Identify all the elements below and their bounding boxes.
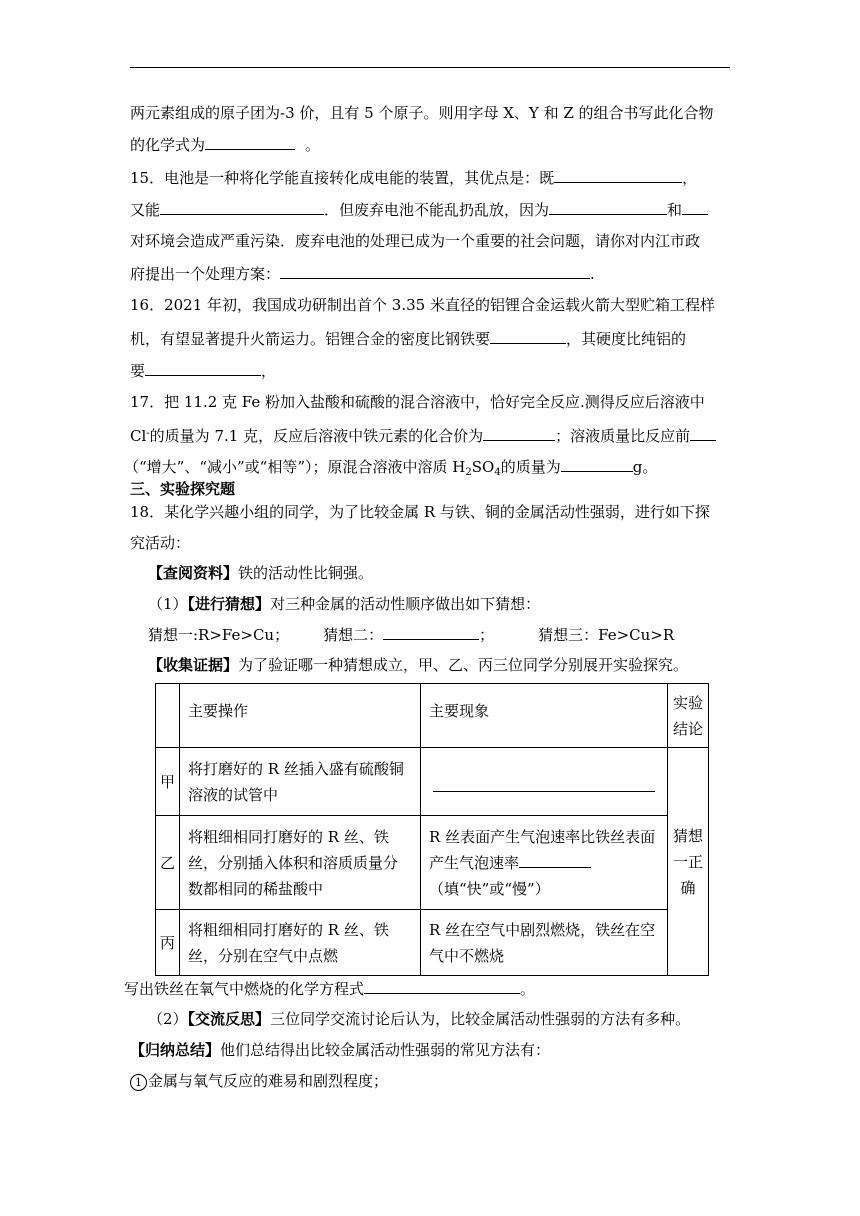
q15-line1: 15．电池是一种将化学能直接转化成电能的装置，其优点是：既 ， bbox=[130, 166, 697, 189]
answer-blank[interactable] bbox=[554, 166, 682, 183]
table-row bbox=[156, 910, 709, 976]
answer-blank[interactable] bbox=[561, 455, 633, 472]
operation-cell: 将打磨好的 R 丝插入盛有硫酸铜溶液的试管中 bbox=[180, 748, 421, 816]
phenomenon-cell[interactable] bbox=[421, 748, 668, 816]
operation-cell: 将粗细相同打磨好的 R 丝、铁丝，分别在空气中点燃 bbox=[180, 910, 421, 976]
q17-line2: Cl-的质量为 7.1 克，反应后溶液中铁元素的化合价为 ；溶液质量比反应前 bbox=[130, 423, 716, 447]
answer-blank[interactable] bbox=[690, 424, 716, 441]
q16-line2: 机，有望显著提升火箭运力。铝锂合金的密度比钢铁要 ，其硬度比纯铝的 bbox=[130, 327, 686, 350]
answer-blank[interactable] bbox=[433, 771, 655, 792]
conclusion-cell: 猜想一正确 bbox=[668, 748, 709, 976]
q18-evidence: 【收集证据】为了验证哪一种猜想成立，甲、乙、丙三位同学分别展开实验探究。 bbox=[148, 656, 689, 674]
q17-line1: 17．把 11.2 克 Fe 粉加入盐酸和硫酸的混合溶液中，恰好完全反应.测得反应后溶液中 bbox=[130, 393, 705, 411]
q18-reflection: （2）【交流反思】三位同学交流讨论后认为，比较金属活动性强弱的方法有多种。 bbox=[148, 1010, 691, 1028]
q18-guess-intro: （1）【进行猜想】对三种金属的活动性顺序做出如下猜想： bbox=[148, 595, 541, 613]
table-row bbox=[156, 748, 709, 816]
q18-equation: 写出铁丝在氧气中燃烧的化学方程式 。 bbox=[124, 977, 535, 1000]
circled-number: 1 bbox=[130, 1074, 147, 1091]
row-label: 乙 bbox=[156, 816, 180, 910]
answer-blank[interactable] bbox=[519, 851, 591, 868]
row-label: 甲 bbox=[156, 748, 180, 816]
header-rule bbox=[130, 67, 730, 68]
operation-cell: 将粗细相同打磨好的 R 丝、铁丝，分别插入体积和溶质质量分数都相同的稀盐酸中 bbox=[180, 816, 421, 910]
answer-blank[interactable] bbox=[549, 198, 667, 215]
q18-method-1: 1 金属与氧气反应的难易和剧烈程度； bbox=[130, 1070, 388, 1092]
q14-line2: 的化学式为 。 bbox=[130, 133, 320, 156]
answer-blank[interactable] bbox=[364, 977, 520, 994]
phenomenon-cell: R 丝表面产生气泡速率比铁丝表面产生气泡速率（填“快”或“慢”） bbox=[421, 816, 668, 910]
q16-line1: 16．2021 年初，我国成功研制出首个 3.35 米直径的铝锂合金运载火箭大型贮箱工程样 bbox=[130, 296, 715, 314]
q15-line3: 对环境会造成严重污染．废弃电池的处理已成为一个重要的社会问题，请你对内江市政 bbox=[130, 232, 701, 250]
q18-guesses: 猜想一:R>Fe>Cu； 猜想二： ； 猜想三：Fe>Cu>R bbox=[148, 623, 674, 646]
section-heading: 三、实验探究题 bbox=[130, 480, 236, 498]
row-label: 丙 bbox=[156, 910, 180, 976]
table-header-row bbox=[156, 684, 709, 748]
q14-line1: 两元素组成的原子团为-3 价，且有 5 个原子。则用字母 X、Y 和 Z 的组合书写此化合物 bbox=[130, 104, 714, 122]
answer-blank[interactable] bbox=[682, 198, 708, 215]
q18-line2: 究活动： bbox=[130, 534, 191, 552]
answer-blank[interactable] bbox=[483, 424, 555, 441]
table-row bbox=[156, 816, 709, 910]
answer-blank[interactable] bbox=[490, 327, 566, 344]
q16-line3: 要 ， bbox=[130, 359, 276, 382]
experiment-table bbox=[155, 683, 709, 976]
q15-line2: 又能 ．但废弃电池不能乱扔乱放，因为 和 bbox=[130, 198, 708, 221]
answer-blank[interactable] bbox=[383, 623, 479, 640]
answer-blank[interactable] bbox=[145, 359, 261, 376]
table-header-cell: 主要现象 bbox=[421, 684, 668, 748]
q15-line4: 府提出一个处理方案： . bbox=[130, 262, 595, 285]
q18-reference: 【查阅资料】铁的活动性比铜强。 bbox=[148, 564, 374, 582]
q17-line3: （“增大”、“减小”或“相等”）；原混合溶液中溶质 $H_2SO_4$的质量为 g。 bbox=[124, 455, 657, 484]
phenomenon-cell: R 丝在空气中剧烈燃烧，铁丝在空气中不燃烧 bbox=[421, 910, 668, 976]
table-header-empty bbox=[156, 684, 180, 748]
q18-summary: 【归纳总结】他们总结得出比较金属活动性强弱的常见方法有： bbox=[130, 1041, 551, 1059]
table-header-cell: 实验结论 bbox=[668, 684, 709, 748]
answer-blank[interactable] bbox=[205, 133, 295, 150]
answer-blank[interactable] bbox=[280, 262, 590, 279]
q18-line1: 18．某化学兴趣小组的同学，为了比较金属 R 与铁、铜的金属活动性强弱，进行如下探 bbox=[130, 503, 710, 521]
answer-blank[interactable] bbox=[160, 198, 324, 215]
table-header-cell: 主要操作 bbox=[180, 684, 421, 748]
